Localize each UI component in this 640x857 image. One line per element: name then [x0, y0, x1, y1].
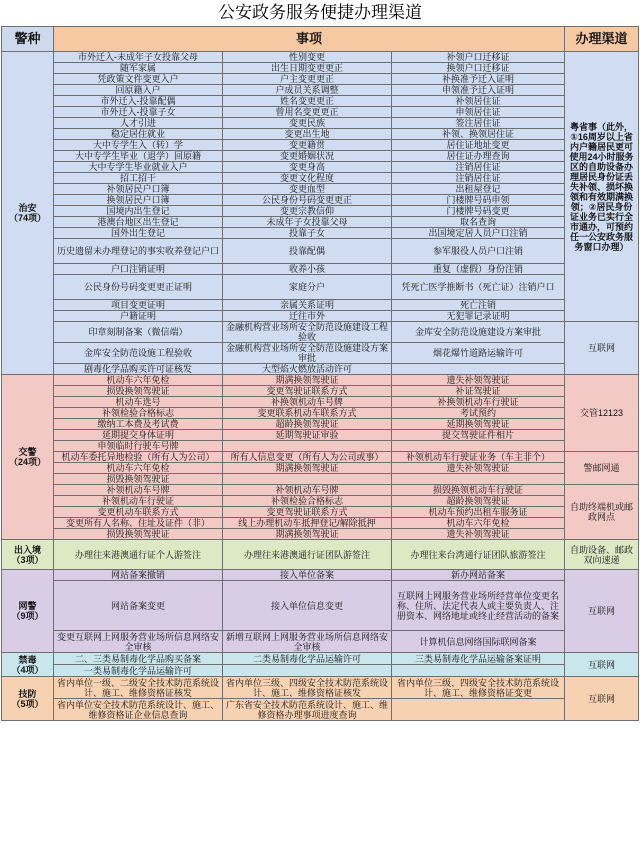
item-cell: 公民身份号码变更更正证明 — [54, 275, 223, 300]
item-cell: 机动车预约出租车服务证 — [392, 507, 565, 518]
item-cell: 变更出生地 — [223, 129, 392, 140]
table-row — [2, 570, 639, 581]
table-row — [2, 665, 639, 677]
table-row — [2, 107, 639, 118]
table-row — [2, 275, 639, 300]
table-row — [2, 322, 639, 343]
section-jiaojing — [2, 375, 639, 540]
item-cell: 接入单位信息变更 — [223, 581, 392, 631]
item-cell: 变更驾驶证联系方式 — [223, 507, 392, 518]
item-cell: 变更民族 — [223, 118, 392, 129]
item-cell: 换领户口迁移证 — [392, 63, 565, 74]
table-row — [2, 52, 639, 63]
item-cell: 提交驾驶证件相片 — [392, 430, 565, 441]
category-count: （5项） — [11, 698, 44, 709]
item-cell: 省内单位安全技术防范系统设计、施工、维修资格证企业信息查询 — [54, 699, 223, 721]
table-row — [2, 653, 639, 665]
table-row — [2, 375, 639, 386]
item-cell: 遗失补领驾驶证 — [392, 529, 565, 540]
item-cell: 人才引进 — [54, 118, 223, 129]
header-row — [2, 27, 639, 52]
item-cell: 国外出生登记 — [54, 228, 223, 239]
item-cell: 补换领机动车行驶证 — [392, 397, 565, 408]
item-cell: 门楼牌号码变更 — [392, 206, 565, 217]
item-cell: 参军服役人员户口注销 — [392, 239, 565, 264]
item-cell: 互联网上网服务营业场所经营单位变更名称、住所、法定代表人或主要负责人、注册资本、网络地址或终止经营活动的备案 — [392, 581, 565, 631]
item-cell: 凭死亡医学推断书（死亡证）注销户口 — [392, 275, 565, 300]
item-cell: 机动车选号 — [54, 397, 223, 408]
category-jiaojing — [2, 375, 54, 540]
category-jindu — [2, 653, 54, 677]
item-cell: 补领检验合格标志 — [223, 496, 392, 507]
item-cell: 遗失补领驾驶证 — [392, 375, 565, 386]
item-cell: 新办网站备案 — [392, 570, 565, 581]
service-table — [1, 26, 639, 721]
item-cell: 补领机动车号牌 — [223, 485, 392, 496]
item-cell: 延期驾驶证审验 — [223, 430, 392, 441]
item-cell: 损毁换领驾驶证 — [54, 386, 223, 397]
item-cell: 变更机动车联系方式 — [54, 507, 223, 518]
item-cell: 金融机构营业场所安全防范设施建设方案审批 — [223, 343, 392, 364]
table-row — [2, 419, 639, 430]
item-cell: 重复（虚假）身份注销 — [392, 264, 565, 275]
category-count: （74项） — [8, 213, 46, 223]
item-cell: 金库安全防范设施工程验收 — [54, 343, 223, 364]
table-row — [2, 173, 639, 184]
item-cell: 期满换领驾驶证 — [223, 463, 392, 474]
item-cell: 出租屋登记 — [392, 184, 565, 195]
table-row — [2, 162, 639, 173]
item-cell: 变更互联网上网服务营业场所信息网络安全审核 — [54, 631, 223, 653]
item-cell: 注销居住证 — [392, 162, 565, 173]
item-cell: 变更身高 — [223, 162, 392, 173]
item-cell: 补换领机动车号牌 — [223, 397, 392, 408]
item-cell: 投靠子女 — [223, 228, 392, 239]
header-items: 事项 — [54, 27, 565, 52]
item-cell: 变更所有人名称、住址及证件（非） — [54, 518, 223, 529]
item-cell: 变更婚姻状况 — [223, 151, 392, 162]
item-cell: 新增互联网上网服务营业场所信息网络安全审核 — [223, 631, 392, 653]
item-cell — [392, 474, 565, 485]
item-cell: 变更籍贯 — [223, 140, 392, 151]
table-row — [2, 195, 639, 206]
item-cell: 投靠配偶 — [223, 239, 392, 264]
channel-app: 交管12123 — [565, 375, 639, 452]
table-row — [2, 300, 639, 311]
item-cell: 三类易制毒化学品运输备案证明 — [392, 653, 565, 665]
item-cell: 姓名变更更正 — [223, 96, 392, 107]
item-cell: 收养小孩 — [223, 264, 392, 275]
category-jifang — [2, 677, 54, 721]
table-row — [2, 540, 639, 570]
item-cell: 居住证地址变更 — [392, 140, 565, 151]
item-cell: 曾用名变更更正 — [223, 107, 392, 118]
item-cell: 死亡注销 — [392, 300, 565, 311]
table-row — [2, 496, 639, 507]
item-cell: 省内单位一级、二级安全技术防范系统设计、施工、维修资格证核发 — [54, 677, 223, 699]
table-row — [2, 129, 639, 140]
item-cell: 签注居住证 — [392, 118, 565, 129]
item-cell — [392, 441, 565, 452]
header-police-type: 警种 — [2, 27, 54, 52]
item-cell: 户成员关系调整 — [223, 85, 392, 96]
item-cell: 招工招干 — [54, 173, 223, 184]
item-cell: 公民身份号码变更更正 — [223, 195, 392, 206]
item-cell: 市外迁入-投靠子女 — [54, 107, 223, 118]
table-row — [2, 85, 639, 96]
item-cell: 机动车委托异地检验（所有人为公司） — [54, 452, 223, 463]
item-cell: 一类易制毒化学品运输许可 — [54, 665, 223, 677]
section-zhian — [2, 52, 639, 375]
item-cell: 申领临时行驶车号牌 — [54, 441, 223, 452]
item-cell: 性别变更 — [223, 52, 392, 63]
table-row — [2, 217, 639, 228]
item-cell — [392, 699, 565, 721]
item-cell: 回原籍入户 — [54, 85, 223, 96]
section-jindu — [2, 653, 639, 677]
table-row — [2, 529, 639, 540]
item-cell: 二、三类易制毒化学品购买备案 — [54, 653, 223, 665]
item-cell — [223, 474, 392, 485]
item-cell: 门楼牌号码申领 — [392, 195, 565, 206]
item-cell: 补领机动车行驶证 — [54, 496, 223, 507]
table-row — [2, 63, 639, 74]
item-cell: 二类易制毒化学品运输许可 — [223, 653, 392, 665]
item-cell: 注销居住证 — [392, 173, 565, 184]
section-jifang — [2, 677, 639, 721]
table-row — [2, 74, 639, 85]
item-cell — [392, 364, 565, 375]
category-name: 交警 — [18, 447, 37, 457]
category-name: 技防 — [18, 688, 37, 699]
item-cell: 换领居民户口簿 — [54, 195, 223, 206]
table-row — [2, 518, 639, 529]
channel-internet: 互联网 — [565, 570, 639, 653]
channel-wechat: 警邮网通 — [565, 452, 639, 485]
table-row — [2, 239, 639, 264]
item-cell: 延期提交身体证明 — [54, 430, 223, 441]
category-count: （4项） — [11, 664, 44, 675]
table-row — [2, 311, 639, 322]
table-row — [2, 408, 639, 419]
channel-internet: 互联网 — [565, 322, 639, 375]
item-cell: 无犯罪记录证明 — [392, 311, 565, 322]
table-row — [2, 463, 639, 474]
table-row — [2, 386, 639, 397]
item-cell: 居住证办理查询 — [392, 151, 565, 162]
item-cell: 烟花爆竹道路运输许可 — [392, 343, 565, 364]
item-cell: 遗失补领驾驶证 — [392, 463, 565, 474]
item-cell: 补领检验合格标志 — [54, 408, 223, 419]
item-cell: 申领居住证 — [392, 107, 565, 118]
item-cell: 补领户口迁移证 — [392, 52, 565, 63]
item-cell: 补领居民户口簿 — [54, 184, 223, 195]
item-cell: 变更血型 — [223, 184, 392, 195]
item-cell: 家庭分户 — [223, 275, 392, 300]
item-cell: 损毁换领机动车行驶证 — [392, 485, 565, 496]
item-cell: 省内单位三级、四级安全技术防范系统设计、施工、维修资格证核发 — [223, 677, 392, 699]
table-row — [2, 474, 639, 485]
item-cell: 市外迁入-未成年子女投靠父母 — [54, 52, 223, 63]
category-name: 出入境 — [13, 544, 41, 555]
category-count: （3项） — [11, 554, 44, 565]
table-row — [2, 485, 639, 496]
channel-yueshengshi: 粤省事（此外，①16周岁以上省内户籍居民更可使用24小时服务区的自助设备办理居民身份证丢失补领、损坏换领和有效期满换领；②居民身份证业务已实行全市通办，可预约任一公安政务服务窗口办理） — [565, 52, 639, 322]
category-count: （24项） — [8, 457, 46, 467]
item-cell: 金库安全防范设施建设方案审批 — [392, 322, 565, 343]
item-cell: 变更联系机动车联系方式 — [223, 408, 392, 419]
item-cell: 户口注销证明 — [54, 264, 223, 275]
table-row — [2, 452, 639, 463]
item-cell: 大中专学生入（转）学 — [54, 140, 223, 151]
item-cell: 补换准予迁入证明 — [392, 74, 565, 85]
channel-internet: 互联网 — [565, 653, 639, 677]
item-cell: 出生日期变更更正 — [223, 63, 392, 74]
item-cell: 省内单位三级、四级安全技术防范系统设计、施工、维修资格证变更 — [392, 677, 565, 699]
item-cell: 随军家属 — [54, 63, 223, 74]
item-cell: 变更驾驶证联系方式 — [223, 386, 392, 397]
item-cell: 出国境定居人员户口注销 — [392, 228, 565, 239]
table-row — [2, 581, 639, 631]
table-row — [2, 228, 639, 239]
category-count: （9项） — [11, 611, 44, 621]
item-cell: 国境内出生登记 — [54, 206, 223, 217]
item-cell: 损毁换领驾驶证 — [54, 474, 223, 485]
item-cell: 机动车六年免检 — [54, 463, 223, 474]
item-cell: 补领机动车行驶证业务（车主非个） — [392, 452, 565, 463]
table-row — [2, 118, 639, 129]
item-cell: 大型焰火燃放活动许可 — [223, 364, 392, 375]
item-cell: 期满换领驾驶证 — [223, 375, 392, 386]
item-cell: 所有人信息变更（所有人为公司或事） — [223, 452, 392, 463]
page-title: 公安政务服务便捷办理渠道 — [218, 3, 422, 22]
category-zhian — [2, 52, 54, 375]
item-cell: 补领机动车号牌 — [54, 485, 223, 496]
table-row — [2, 184, 639, 195]
item-cell: 机动车六年免检 — [392, 518, 565, 529]
item-cell: 印章刻制备案（微信端） — [54, 322, 223, 343]
table-row — [2, 430, 639, 441]
item-cell: 变更文化程度 — [223, 173, 392, 184]
item-cell: 期满换领驾驶证 — [223, 529, 392, 540]
section-wangjing — [2, 570, 639, 653]
item-cell — [392, 665, 565, 677]
table-row — [2, 206, 639, 217]
table-row — [2, 699, 639, 721]
table-row — [2, 507, 639, 518]
item-cell: 超龄换领驾驶证 — [223, 419, 392, 430]
item-cell: 取名查询 — [392, 217, 565, 228]
table-row — [2, 264, 639, 275]
item-cell: 办理往来港澳通行证团队游签注 — [223, 540, 392, 570]
item-cell — [223, 441, 392, 452]
table-row — [2, 364, 639, 375]
item-cell: 金融机构营业场所安全防范设施建设工程验收 — [223, 322, 392, 343]
item-cell: 网站备案变更 — [54, 581, 223, 631]
header-channel: 办理渠道 — [565, 27, 639, 52]
category-wangjing — [2, 570, 54, 653]
item-cell: 历史遗留未办理登记的事实收养登记户口 — [54, 239, 223, 264]
item-cell: 未成年子女投靠父母 — [223, 217, 392, 228]
item-cell: 迁往市外 — [223, 311, 392, 322]
table-row — [2, 151, 639, 162]
table-row — [2, 96, 639, 107]
item-cell: 缴纳工本费及考试费 — [54, 419, 223, 430]
item-cell: 大中专学生毕业（退学）回原籍 — [54, 151, 223, 162]
item-cell: 项目变更证明 — [54, 300, 223, 311]
item-cell: 线上办理机动车抵押登记/解除抵押 — [223, 518, 392, 529]
item-cell: 补领、换领居住证 — [392, 129, 565, 140]
item-cell: 网站备案撤销 — [54, 570, 223, 581]
table-row — [2, 677, 639, 699]
item-cell: 损毁换领驾驶证 — [54, 529, 223, 540]
category-churujing — [2, 540, 54, 570]
item-cell: 变更宗教信仰 — [223, 206, 392, 217]
table-row — [2, 343, 639, 364]
item-cell: 剧毒化学品购买许可证核发 — [54, 364, 223, 375]
table-row — [2, 140, 639, 151]
category-name: 治安 — [18, 203, 37, 213]
item-cell: 延期换领驾驶证 — [392, 419, 565, 430]
item-cell: 接入单位备案 — [223, 570, 392, 581]
item-cell: 稳定居住就业 — [54, 129, 223, 140]
item-cell: 计算机信息网络国际联网备案 — [392, 631, 565, 653]
category-name: 网警 — [18, 601, 37, 611]
item-cell: 港澳台地区出生登记 — [54, 217, 223, 228]
item-cell: 户主变更更正 — [223, 74, 392, 85]
table-row — [2, 397, 639, 408]
channel-internet: 互联网 — [565, 677, 639, 721]
item-cell: 亲属关系证明 — [223, 300, 392, 311]
channel-kiosk: 自助终端机或邮政网点 — [565, 485, 639, 540]
item-cell: 大中专学生毕业就业入户 — [54, 162, 223, 173]
item-cell: 凭政策文件变更入户 — [54, 74, 223, 85]
item-cell: 超龄换领驾驶证 — [392, 496, 565, 507]
item-cell: 机动车六年免检 — [54, 375, 223, 386]
table-row — [2, 631, 639, 653]
item-cell: 广东省安全技术防范系统设计、施工、维修资格办理事项进度查询 — [223, 699, 392, 721]
item-cell: 补领居住证 — [392, 96, 565, 107]
table-row — [2, 441, 639, 452]
item-cell: 户籍证明 — [54, 311, 223, 322]
category-name: 禁毒 — [18, 654, 37, 665]
item-cell: 办理往来台湾通行证团队旅游签注 — [392, 540, 565, 570]
item-cell: 考试预约 — [392, 408, 565, 419]
item-cell: 补证驾驶证 — [392, 386, 565, 397]
section-churujing — [2, 540, 639, 570]
item-cell: 申领准予迁入证明 — [392, 85, 565, 96]
item-cell: 办理往来港澳通行证个人游签注 — [54, 540, 223, 570]
channel-selfservice: 自助设备、邮政双向速递 — [565, 540, 639, 570]
item-cell: 市外迁入-投靠配偶 — [54, 96, 223, 107]
item-cell — [223, 665, 392, 677]
